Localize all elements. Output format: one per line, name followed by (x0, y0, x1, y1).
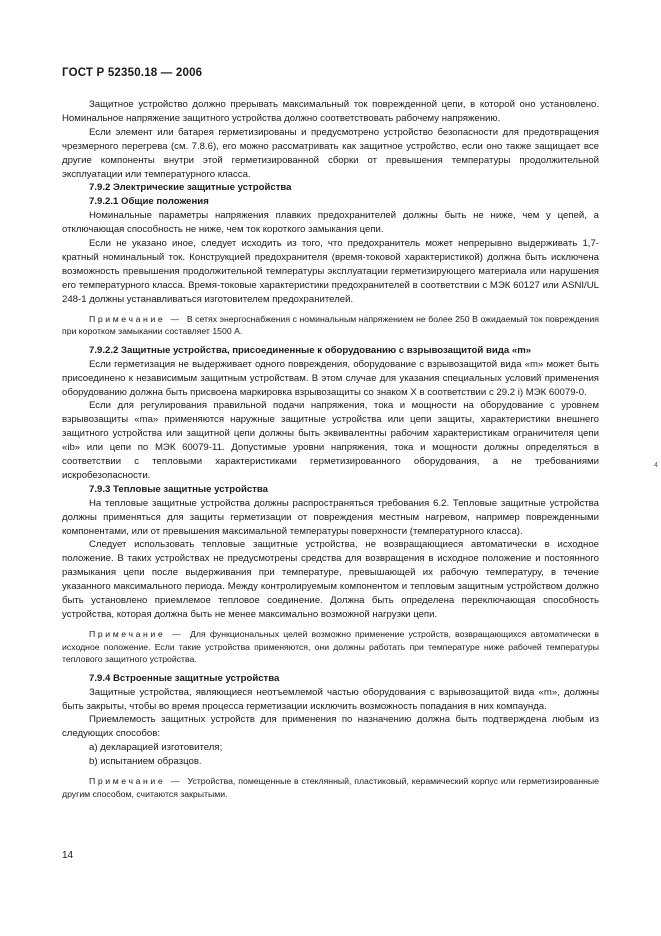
page-number: 14 (62, 850, 74, 861)
note-label: Примечание — (89, 628, 191, 639)
section-heading: 7.9.4 Встроенные защитные устройства (89, 672, 280, 684)
paragraph: Если для регулирования правильной подачи напряжения, тока и мощности на оборудование с уровнем взрывозащиты «ma» применяются наружные защитные устройства или цепи защиты, характеристики внешнего защитного устройства или защитной цепи должны быть эквивалентны рабочим характеристикам ограничителя цепи «ib» или цепи по МЭК 60079-11. Допустимые уровни напряжения, тока и мощности должны определяться в соответствии с тепловыми характеристиками герметизированного оборудования, а не требованиями искробезопасности. (62, 400, 599, 481)
document-header: ГОСТ Р 52350.18 — 2006 (62, 67, 203, 79)
document-body (62, 98, 599, 800)
note-label: Примечание — (89, 776, 188, 787)
paragraph: Номинальные параметры напряжения плавких предохранителей должны быть не ниже, чем у цепей, а отключающая способность не ниже, чем ток короткого замыкания цепи. (62, 210, 599, 236)
paragraph: Приемлемость защитных устройств для применения по назначению должна быть подтверждена любым из следующих способов: (62, 714, 599, 740)
note-text: В сетях энергоснабжения с номинальным напряжением не более 250 В ожидаемый ток повреждения при коротком замыкании составляет 1500 А. (62, 313, 599, 337)
paragraph: Следует использовать тепловые защитные устройства, не возвращающиеся автоматически в исходное положение. В таких устройствах не предусмотрены средства для возвращения в исходное положение и постоянного размыкания цепи после выдерживания при температуре, превышающей их рабочую температуру, в течение указанного максимального периода. Между контролируемым компонентом и тепловым защитным устройством должно быть установлено приемлемое тепловое соединение. Должна быть определена переключающая способность устройства, которая должна быть не менее максимально возможной нагрузки цепи. (62, 539, 599, 620)
note-label: Примечание — (89, 313, 187, 324)
paragraph: Защитное устройство должно прерывать максимальный ток поврежденной цепи, в которой оно установлено. Номинальное напряжение защитного устройства должно соответствовать рабочему напряжению. (62, 99, 599, 124)
paragraph: Если элемент или батарея герметизированы и предусмотрено устройство безопасности для предотвращения чрезмерного перегрева (см. 7.8.6), его можно рассматривать как защитное устройство, если оно также защищает все другие компоненты внутри этой герметизированной сборки от превышения температуры продолжительной эксплуатации или температурного класса. (62, 126, 599, 180)
note (62, 775, 599, 800)
list-item: а) декларацией изготовителя; (89, 742, 223, 754)
section-heading: 7.9.3 Тепловые защитные устройства (89, 483, 268, 495)
list-item: b) испытанием образцов. (89, 756, 202, 768)
note-text: Для функциональных целей возможно применение устройств, возвращающихся автоматически в исходное положение. Если такие устройства применяются, они должны работать при температуре ниже рабочей температуры теплового защитного устройства. (62, 628, 599, 665)
paragraph: Защитные устройства, являющиеся неотъемлемой частью оборудования с взрывозащитой вида «m», должны быть закрыты, чтобы во время процесса герметизации исключить возможность попадания в них компаунда. (62, 686, 599, 712)
section-heading: 7.9.2.1 Общие положения (89, 196, 209, 208)
section-heading: 7.9.2 Электрические защитные устройства (89, 182, 292, 194)
paragraph: На тепловые защитные устройства должны распространяться требования 6.2. Тепловые защитные устройства должны применяться для защиты герметизации от повреждения местным нагревом, например поврежденными компонентами, или от превышения максимальной температуры поверхности (температурного класса). (62, 497, 599, 537)
note-text: Устройства, помещенные в стеклянный, пластиковый, керамический корпус или герметизированные другим способом, считаются закрытыми. (62, 776, 599, 799)
paragraph: Если не указано иное, следует исходить из того, что предохранитель может непрерывно выдерживать 1,7-кратный номинальный ток. Конструкцией предохранителя (время-токовой характеристикой) должна быть исключена возможность превышения продолжительной температуры эксплуатации герметизирующего материала или нарушения его температурного класса. Время-токовые характеристики предохранителей в соответствии с МЭК 60127 или ASNI/UL 248-1 должны устанавливаться изготовителем предохранителей. (62, 238, 599, 305)
note (62, 628, 599, 666)
note (62, 313, 599, 338)
margin-mark: 4 (654, 462, 658, 469)
paragraph: Если герметизация не выдерживает одного повреждения, оборудование с взрывозащитой вида «m» может быть присоединено к независимым защитным устройствам. В этом случае для указания специальных условий применения оборудованию должна быть присвоена маркировка взрывозащиты со знаком X в соответствии с 29.2 i) МЭК 60079-0. (62, 358, 599, 398)
section-heading: 7.9.2.2 Защитные устройства, присоединенные к оборудованию с взрывозащитой вида «m» (89, 344, 532, 356)
